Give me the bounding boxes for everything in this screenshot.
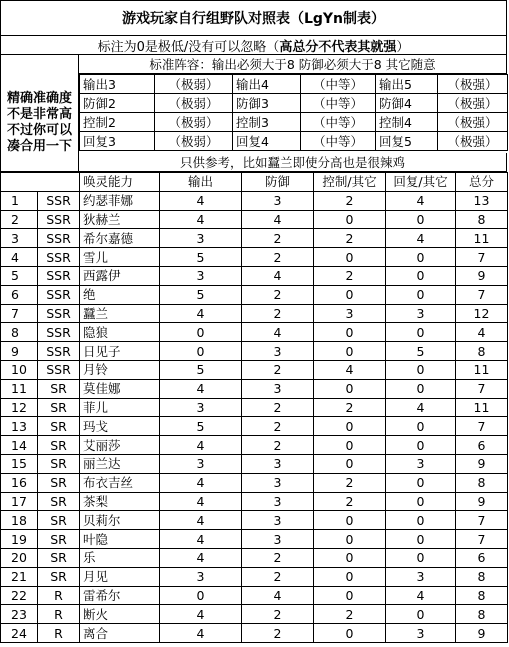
rarity: SR (38, 567, 80, 586)
table-row (1, 511, 508, 530)
control-score: 0 (314, 248, 386, 267)
character-name: 丽兰达 (80, 454, 160, 473)
defense-score: 3 (242, 342, 314, 361)
row-index: 13 (1, 417, 38, 436)
header-recovery: 回复/其它 (386, 173, 456, 192)
legend-row (80, 94, 508, 113)
table-row (1, 417, 508, 436)
table-row (1, 436, 508, 455)
row-index: 18 (1, 511, 38, 530)
character-name: 菲儿 (80, 398, 160, 417)
output-score: 4 (160, 492, 242, 511)
sheet-title: 游戏玩家自行组野队对照表（LgYn制表） (0, 0, 507, 36)
control-score: 0 (314, 379, 386, 398)
rarity: SR (38, 417, 80, 436)
legend-stat: 控制4 (376, 113, 438, 132)
control-score: 0 (314, 511, 386, 530)
recovery-score: 0 (386, 379, 456, 398)
character-name: 贝莉尔 (80, 511, 160, 530)
rarity: SSR (38, 360, 80, 379)
legend-row (80, 113, 508, 132)
output-score: 5 (160, 417, 242, 436)
character-name: 雪儿 (80, 248, 160, 267)
control-score: 0 (314, 624, 386, 643)
row-index: 12 (1, 398, 38, 417)
legend-level: （极弱） (155, 132, 233, 151)
legend-stat: 防御3 (233, 94, 301, 113)
output-score: 3 (160, 567, 242, 586)
rarity: SR (38, 473, 80, 492)
table-row (1, 605, 508, 624)
legend-row (80, 75, 508, 94)
output-score: 4 (160, 511, 242, 530)
output-score: 4 (160, 605, 242, 624)
character-name: 茶梨 (80, 492, 160, 511)
recovery-score: 0 (386, 492, 456, 511)
table-header-row (1, 173, 508, 192)
defense-score: 2 (242, 624, 314, 643)
rarity: SR (38, 492, 80, 511)
defense-score: 2 (242, 360, 314, 379)
row-index: 5 (1, 266, 38, 285)
character-name: 绝 (80, 285, 160, 304)
recovery-score: 0 (386, 210, 456, 229)
recovery-score: 0 (386, 323, 456, 342)
accuracy-note (0, 74, 79, 172)
rarity: SSR (38, 304, 80, 323)
character-name: 月见 (80, 567, 160, 586)
note-line (0, 36, 507, 55)
recovery-score: 3 (386, 567, 456, 586)
table-row (1, 285, 508, 304)
control-score: 0 (314, 567, 386, 586)
rarity: R (38, 586, 80, 605)
note-strong: 高总分不代表其就强 (279, 39, 397, 55)
output-score: 4 (160, 304, 242, 323)
table-row (1, 492, 508, 511)
row-index: 14 (1, 436, 38, 455)
control-score: 2 (314, 191, 386, 210)
table-row (1, 567, 508, 586)
row-index: 21 (1, 567, 38, 586)
table-row (1, 191, 508, 210)
legend-level: （中等） (301, 113, 376, 132)
total-score: 7 (456, 285, 508, 304)
character-name: 西露伊 (80, 266, 160, 285)
recovery-score: 0 (386, 548, 456, 567)
recovery-score: 4 (386, 586, 456, 605)
header-blank (1, 173, 80, 192)
control-score: 0 (314, 210, 386, 229)
character-name: 玛戈 (80, 417, 160, 436)
defense-score: 4 (242, 323, 314, 342)
table-row (1, 454, 508, 473)
row-index: 24 (1, 624, 38, 643)
defense-score: 3 (242, 511, 314, 530)
total-score: 7 (456, 530, 508, 549)
defense-score: 2 (242, 285, 314, 304)
output-score: 4 (160, 473, 242, 492)
legend-level: （极弱） (155, 94, 233, 113)
character-name: 离合 (80, 624, 160, 643)
table-row (1, 210, 508, 229)
control-score: 0 (314, 342, 386, 361)
output-score: 5 (160, 248, 242, 267)
defense-score: 3 (242, 492, 314, 511)
recovery-score: 3 (386, 624, 456, 643)
output-score: 3 (160, 454, 242, 473)
total-score: 7 (456, 417, 508, 436)
row-index: 3 (1, 229, 38, 248)
character-name: 雷希尔 (80, 586, 160, 605)
legend-level: （极强） (438, 132, 508, 151)
output-score: 0 (160, 342, 242, 361)
control-score: 2 (314, 398, 386, 417)
legend-level: （极强） (438, 113, 508, 132)
rarity: SSR (38, 266, 80, 285)
total-score: 11 (456, 398, 508, 417)
table-row (1, 229, 508, 248)
legend-stat: 防御4 (376, 94, 438, 113)
output-score: 5 (160, 285, 242, 304)
table-row (1, 248, 508, 267)
legend-level: （中等） (301, 94, 376, 113)
character-name: 布衣吉丝 (80, 473, 160, 492)
total-score: 7 (456, 379, 508, 398)
defense-score: 2 (242, 248, 314, 267)
legend-stat: 回复4 (233, 132, 301, 151)
total-score: 13 (456, 191, 508, 210)
character-name: 约瑟菲娜 (80, 191, 160, 210)
total-score: 8 (456, 605, 508, 624)
defense-score: 2 (242, 436, 314, 455)
team-table (0, 172, 508, 643)
total-score: 12 (456, 304, 508, 323)
rarity: SSR (38, 323, 80, 342)
rarity: SSR (38, 210, 80, 229)
legend-stat: 输出3 (80, 75, 155, 94)
table-row (1, 342, 508, 361)
total-score: 6 (456, 436, 508, 455)
recovery-score: 4 (386, 229, 456, 248)
total-score: 8 (456, 567, 508, 586)
header-control: 控制/其它 (314, 173, 386, 192)
total-score: 8 (456, 586, 508, 605)
output-score: 3 (160, 266, 242, 285)
character-name: 艾丽莎 (80, 436, 160, 455)
character-name: 隐狼 (80, 323, 160, 342)
row-index: 23 (1, 605, 38, 624)
rarity: SR (38, 436, 80, 455)
row-index: 19 (1, 530, 38, 549)
rarity: SR (38, 379, 80, 398)
header-ability: 唤灵能力 (80, 173, 160, 192)
total-score: 9 (456, 454, 508, 473)
table-row (1, 548, 508, 567)
recovery-score: 0 (386, 473, 456, 492)
defense-score: 2 (242, 605, 314, 624)
total-score: 11 (456, 360, 508, 379)
legend-level: （极强） (438, 94, 508, 113)
recovery-score: 5 (386, 342, 456, 361)
defense-score: 2 (242, 229, 314, 248)
control-score: 2 (314, 492, 386, 511)
defense-score: 2 (242, 398, 314, 417)
output-score: 3 (160, 229, 242, 248)
row-index: 4 (1, 248, 38, 267)
rarity: SR (38, 530, 80, 549)
recovery-score: 0 (386, 285, 456, 304)
defense-score: 3 (242, 530, 314, 549)
header-total: 总分 (456, 173, 508, 192)
legend-stat: 控制2 (80, 113, 155, 132)
table-row (1, 304, 508, 323)
legend-level: （极弱） (155, 113, 233, 132)
recovery-score: 0 (386, 436, 456, 455)
recovery-score: 0 (386, 530, 456, 549)
total-score: 7 (456, 248, 508, 267)
control-score: 0 (314, 323, 386, 342)
recovery-score: 0 (386, 248, 456, 267)
table-row (1, 379, 508, 398)
output-score: 4 (160, 379, 242, 398)
table-row (1, 530, 508, 549)
defense-score: 3 (242, 379, 314, 398)
defense-score: 2 (242, 417, 314, 436)
note-prefix: 标注为0是极低/没有可以忽略（ (97, 39, 280, 55)
row-index: 10 (1, 360, 38, 379)
standard-lineup: 标准阵容：输出必须大于8 防御必须大于8 其它随意 (79, 55, 507, 74)
total-score: 4 (456, 323, 508, 342)
legend-stat: 输出4 (233, 75, 301, 94)
output-score: 3 (160, 398, 242, 417)
total-score: 8 (456, 210, 508, 229)
row-index: 17 (1, 492, 38, 511)
control-score: 0 (314, 548, 386, 567)
recovery-score: 3 (386, 304, 456, 323)
output-score: 0 (160, 586, 242, 605)
legend-stat: 回复5 (376, 132, 438, 151)
character-name: 蠶兰 (80, 304, 160, 323)
control-score: 0 (314, 530, 386, 549)
row-index: 6 (1, 285, 38, 304)
row-index: 9 (1, 342, 38, 361)
total-score: 9 (456, 624, 508, 643)
rarity: SR (38, 548, 80, 567)
table-row (1, 266, 508, 285)
level-legend (79, 74, 508, 151)
recovery-score: 4 (386, 398, 456, 417)
recovery-score: 0 (386, 360, 456, 379)
row-index: 20 (1, 548, 38, 567)
control-score: 0 (314, 285, 386, 304)
control-score: 2 (314, 229, 386, 248)
output-score: 4 (160, 530, 242, 549)
header-defense: 防御 (242, 173, 314, 192)
note-suffix: ） (396, 39, 410, 55)
recovery-score: 4 (386, 191, 456, 210)
total-score: 11 (456, 229, 508, 248)
row-index: 1 (1, 191, 38, 210)
recovery-score: 0 (386, 511, 456, 530)
defense-score: 3 (242, 473, 314, 492)
defense-score: 3 (242, 454, 314, 473)
rarity: SR (38, 511, 80, 530)
output-score: 4 (160, 624, 242, 643)
control-score: 2 (314, 473, 386, 492)
control-score: 2 (314, 266, 386, 285)
character-name: 希尔嘉德 (80, 229, 160, 248)
legend-stat: 控制3 (233, 113, 301, 132)
row-index: 8 (1, 323, 38, 342)
defense-score: 4 (242, 266, 314, 285)
table-row (1, 323, 508, 342)
reference-note: 只供参考，比如蠶兰即使分高也是很辣鸡 (79, 153, 507, 172)
accuracy-note-top (0, 55, 79, 74)
rarity: SSR (38, 248, 80, 267)
defense-score: 2 (242, 304, 314, 323)
character-name: 莫佳娜 (80, 379, 160, 398)
control-score: 4 (314, 360, 386, 379)
output-score: 4 (160, 436, 242, 455)
total-score: 8 (456, 473, 508, 492)
character-name: 月铃 (80, 360, 160, 379)
total-score: 9 (456, 492, 508, 511)
table-row (1, 360, 508, 379)
rarity: SR (38, 398, 80, 417)
defense-score: 4 (242, 210, 314, 229)
legend-stat: 防御2 (80, 94, 155, 113)
legend-level: （中等） (301, 75, 376, 94)
total-score: 6 (456, 548, 508, 567)
recovery-score: 0 (386, 605, 456, 624)
character-name: 日见子 (80, 342, 160, 361)
rarity: SSR (38, 229, 80, 248)
row-index: 15 (1, 454, 38, 473)
legend-stat: 输出5 (376, 75, 438, 94)
legend-level: （极弱） (155, 75, 233, 94)
table-row (1, 624, 508, 643)
row-index: 7 (1, 304, 38, 323)
output-score: 0 (160, 323, 242, 342)
recovery-score: 3 (386, 454, 456, 473)
table-row (1, 398, 508, 417)
rarity: R (38, 605, 80, 624)
character-name: 叶隐 (80, 530, 160, 549)
defense-score: 3 (242, 191, 314, 210)
recovery-score: 0 (386, 266, 456, 285)
character-name: 狄赫兰 (80, 210, 160, 229)
control-score: 0 (314, 417, 386, 436)
rarity: SSR (38, 191, 80, 210)
control-score: 0 (314, 586, 386, 605)
total-score: 8 (456, 342, 508, 361)
table-row (1, 473, 508, 492)
rarity: SR (38, 454, 80, 473)
defense-score: 4 (242, 586, 314, 605)
character-name: 乐 (80, 548, 160, 567)
header-output: 输出 (160, 173, 242, 192)
output-score: 5 (160, 360, 242, 379)
legend-level: （极强） (438, 75, 508, 94)
recovery-score: 0 (386, 417, 456, 436)
control-score: 2 (314, 605, 386, 624)
control-score: 0 (314, 454, 386, 473)
total-score: 9 (456, 266, 508, 285)
rarity: R (38, 624, 80, 643)
legend-stat: 回复3 (80, 132, 155, 151)
rarity: SSR (38, 285, 80, 304)
defense-score: 2 (242, 567, 314, 586)
output-score: 4 (160, 210, 242, 229)
row-index: 22 (1, 586, 38, 605)
control-score: 0 (314, 436, 386, 455)
output-score: 4 (160, 548, 242, 567)
row-index: 16 (1, 473, 38, 492)
total-score: 7 (456, 511, 508, 530)
legend-level: （中等） (301, 132, 376, 151)
character-name: 断火 (80, 605, 160, 624)
accuracy-note-text: 精确准确度不是非常高不过你可以凑合用一下 (6, 90, 72, 154)
table-row (1, 586, 508, 605)
control-score: 3 (314, 304, 386, 323)
row-index: 11 (1, 379, 38, 398)
output-score: 4 (160, 191, 242, 210)
row-index: 2 (1, 210, 38, 229)
legend-row (80, 132, 508, 151)
defense-score: 2 (242, 548, 314, 567)
rarity: SSR (38, 342, 80, 361)
